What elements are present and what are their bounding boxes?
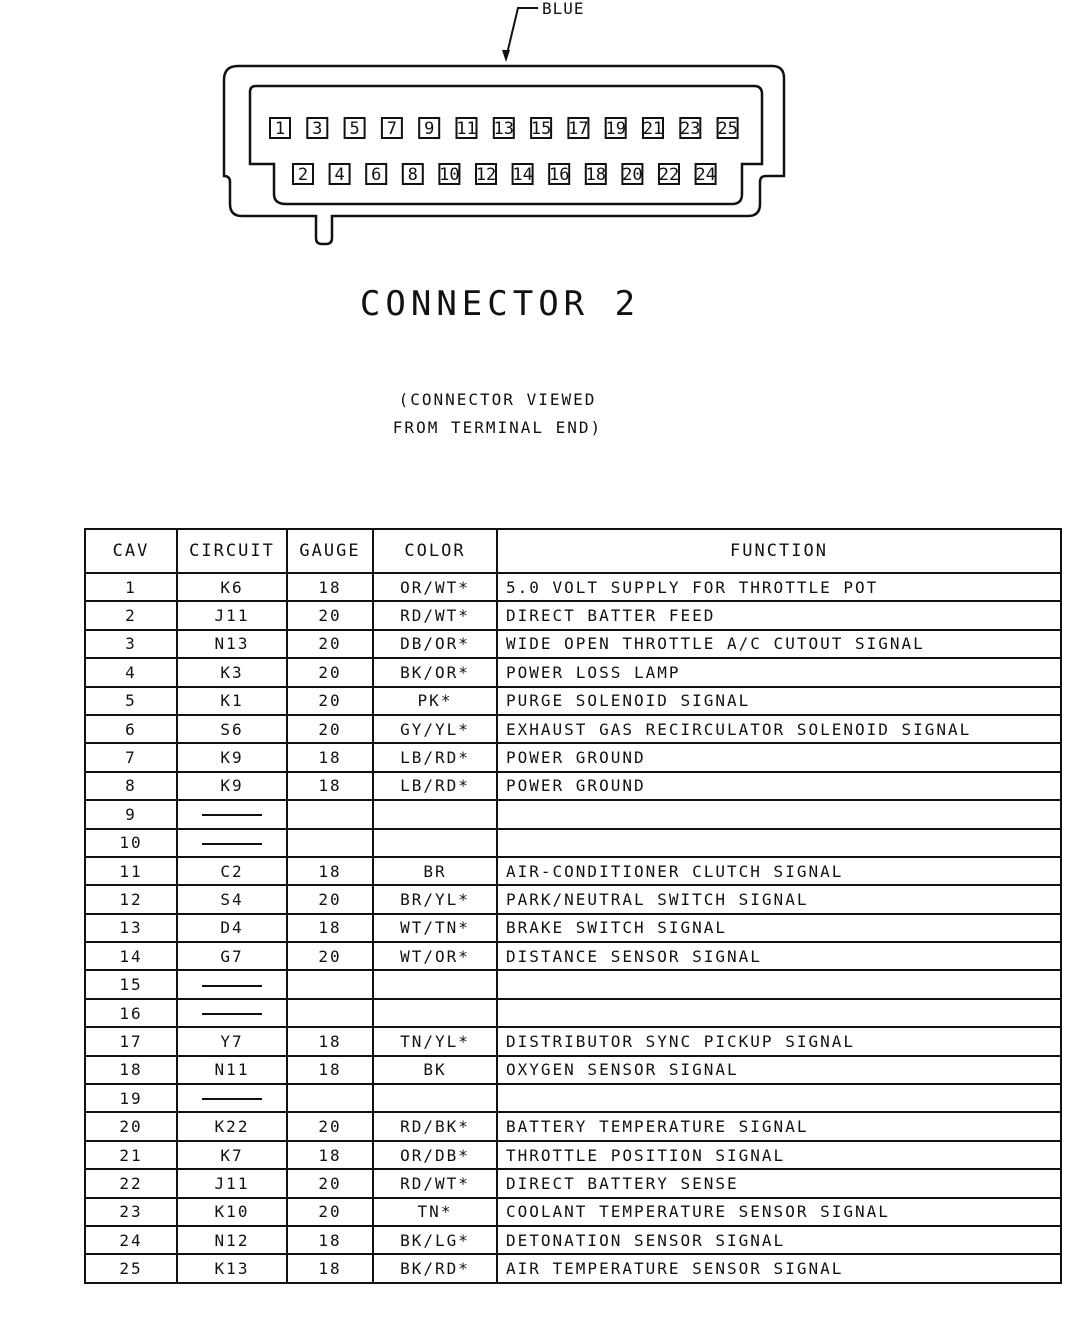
table-row xyxy=(85,630,1061,658)
cell-circuit: C2 xyxy=(177,857,287,885)
cell-cav: 7 xyxy=(85,743,177,771)
cell-cav: 21 xyxy=(85,1141,177,1169)
table-row xyxy=(85,1084,1061,1112)
cell-color: WT/OR* xyxy=(373,942,497,970)
blue-pointer xyxy=(502,0,585,62)
cell-color: DB/OR* xyxy=(373,630,497,658)
pin-number: 23 xyxy=(680,119,701,139)
pin-number: 2 xyxy=(297,165,309,185)
cell-circuit: G7 xyxy=(177,942,287,970)
cell-function: DISTRIBUTOR SYNC PICKUP SIGNAL xyxy=(497,1027,1061,1055)
cell-cav: 16 xyxy=(85,999,177,1027)
cell-function: WIDE OPEN THROTTLE A/C CUTOUT SIGNAL xyxy=(497,630,1061,658)
cell-gauge xyxy=(287,1084,373,1112)
table-header-row xyxy=(85,529,1061,573)
cell-color: LB/RD* xyxy=(373,772,497,800)
cell-cav: 20 xyxy=(85,1112,177,1140)
cell-function: EXHAUST GAS RECIRCULATOR SOLENOID SIGNAL xyxy=(497,715,1061,743)
cell-color: OR/DB* xyxy=(373,1141,497,1169)
cell-function: POWER GROUND xyxy=(497,772,1061,800)
pin-cavity-4 xyxy=(330,164,350,185)
cell-circuit: K6 xyxy=(177,573,287,601)
table-row xyxy=(85,1254,1061,1282)
cell-function: COOLANT TEMPERATURE SENSOR SIGNAL xyxy=(497,1198,1061,1226)
cell-function: DETONATION SENSOR SIGNAL xyxy=(497,1226,1061,1254)
cell-circuit: N13 xyxy=(177,630,287,658)
pin-cavity-13 xyxy=(494,118,514,139)
cell-cav: 23 xyxy=(85,1198,177,1226)
empty-dash xyxy=(202,1013,262,1015)
pin-cavity-19 xyxy=(605,118,625,139)
cell-gauge: 20 xyxy=(287,715,373,743)
table-row xyxy=(85,772,1061,800)
cell-gauge: 18 xyxy=(287,914,373,942)
pin-cavity-21 xyxy=(643,118,663,139)
pin-number: 22 xyxy=(658,165,680,185)
cell-color: OR/WT* xyxy=(373,573,497,601)
cell-gauge: 20 xyxy=(287,687,373,715)
cell-circuit xyxy=(177,1084,287,1112)
cell-cav: 13 xyxy=(85,914,177,942)
cell-color: BK xyxy=(373,1056,497,1084)
table-row xyxy=(85,1198,1061,1226)
header-gauge: GAUGE xyxy=(287,529,373,573)
cell-cav: 15 xyxy=(85,970,177,998)
connector-housing xyxy=(224,66,784,244)
cell-function: POWER GROUND xyxy=(497,743,1061,771)
table-row xyxy=(85,715,1061,743)
cell-circuit: K13 xyxy=(177,1254,287,1282)
cell-circuit: N12 xyxy=(177,1226,287,1254)
cell-gauge xyxy=(287,970,373,998)
cell-gauge: 20 xyxy=(287,942,373,970)
cell-circuit xyxy=(177,970,287,998)
table-row xyxy=(85,970,1061,998)
pin-number: 25 xyxy=(717,119,738,139)
cell-gauge: 18 xyxy=(287,1226,373,1254)
cell-color: BR/YL* xyxy=(373,885,497,913)
pin-cavity-23 xyxy=(680,118,700,139)
cell-cav: 4 xyxy=(85,658,177,686)
pin-cavity-6 xyxy=(366,164,386,185)
cell-gauge: 18 xyxy=(287,1027,373,1055)
cell-circuit: S4 xyxy=(177,885,287,913)
cell-cav: 14 xyxy=(85,942,177,970)
cell-circuit: K22 xyxy=(177,1112,287,1140)
table-row xyxy=(85,687,1061,715)
cell-circuit xyxy=(177,999,287,1027)
pin-cavity-17 xyxy=(568,118,588,139)
cell-gauge: 18 xyxy=(287,1254,373,1282)
cell-circuit xyxy=(177,829,287,857)
cell-function: OXYGEN SENSOR SIGNAL xyxy=(497,1056,1061,1084)
cell-color: TN/YL* xyxy=(373,1027,497,1055)
subtitle-line: FROM TERMINAL END) xyxy=(392,418,603,437)
pin-number: 3 xyxy=(312,119,323,139)
cell-circuit: Y7 xyxy=(177,1027,287,1055)
cell-circuit: J11 xyxy=(177,601,287,629)
pin-cavity-3 xyxy=(307,118,327,139)
cell-color: TN* xyxy=(373,1198,497,1226)
cell-function: DIRECT BATTER FEED xyxy=(497,601,1061,629)
pin-cavity-14 xyxy=(512,164,532,185)
cell-function: POWER LOSS LAMP xyxy=(497,658,1061,686)
cell-cav: 2 xyxy=(85,601,177,629)
table-row xyxy=(85,829,1061,857)
pin-number: 7 xyxy=(386,119,398,139)
header-color: COLOR xyxy=(373,529,497,573)
cell-color xyxy=(373,970,497,998)
cell-color xyxy=(373,1084,497,1112)
pin-cavity-22 xyxy=(659,164,679,185)
pin-cavity-9 xyxy=(419,118,439,139)
table-row xyxy=(85,999,1061,1027)
cell-circuit: K1 xyxy=(177,687,287,715)
connector-cavity xyxy=(250,86,762,204)
cell-gauge: 18 xyxy=(287,743,373,771)
cell-function: AIR TEMPERATURE SENSOR SIGNAL xyxy=(497,1254,1061,1282)
cell-function: PURGE SOLENOID SIGNAL xyxy=(497,687,1061,715)
cell-color: PK* xyxy=(373,687,497,715)
header-function: FUNCTION xyxy=(497,529,1061,573)
cell-cav: 19 xyxy=(85,1084,177,1112)
pin-number: 5 xyxy=(349,119,360,139)
cell-function xyxy=(497,999,1061,1027)
cell-gauge: 20 xyxy=(287,1112,373,1140)
cell-circuit: N11 xyxy=(177,1056,287,1084)
cell-gauge: 20 xyxy=(287,630,373,658)
cell-cav: 10 xyxy=(85,829,177,857)
cell-circuit xyxy=(177,800,287,828)
cell-function xyxy=(497,829,1061,857)
cell-circuit: K3 xyxy=(177,658,287,686)
cell-function xyxy=(497,800,1061,828)
cell-cav: 18 xyxy=(85,1056,177,1084)
cell-gauge: 20 xyxy=(287,658,373,686)
pin-cavity-18 xyxy=(586,164,606,185)
cell-gauge: 18 xyxy=(287,857,373,885)
pin-number: 12 xyxy=(475,165,497,185)
cell-function: AIR-CONDITIONER CLUTCH SIGNAL xyxy=(497,857,1061,885)
cell-color: LB/RD* xyxy=(373,743,497,771)
cell-gauge: 18 xyxy=(287,772,373,800)
cell-gauge: 20 xyxy=(287,1198,373,1226)
cell-cav: 8 xyxy=(85,772,177,800)
cell-circuit: K7 xyxy=(177,1141,287,1169)
pin-number: 17 xyxy=(568,119,589,139)
connector-diagram xyxy=(0,0,1088,260)
table-row xyxy=(85,1141,1061,1169)
cell-cav: 12 xyxy=(85,885,177,913)
pin-number: 14 xyxy=(512,165,533,185)
cell-color: RD/BK* xyxy=(373,1112,497,1140)
pin-cavity-12 xyxy=(476,164,496,185)
pin-number: 10 xyxy=(439,165,460,185)
cell-cav: 3 xyxy=(85,630,177,658)
cell-gauge xyxy=(287,829,373,857)
cell-color xyxy=(373,829,497,857)
pin-number: 19 xyxy=(605,119,626,139)
pin-number: 11 xyxy=(456,119,477,139)
cell-function: BATTERY TEMPERATURE SIGNAL xyxy=(497,1112,1061,1140)
pin-number: 9 xyxy=(424,119,435,139)
pin-cavity-15 xyxy=(531,118,551,139)
cell-circuit: S6 xyxy=(177,715,287,743)
cell-function: DIRECT BATTERY SENSE xyxy=(497,1169,1061,1197)
cell-color: BK/LG* xyxy=(373,1226,497,1254)
cell-color: RD/WT* xyxy=(373,1169,497,1197)
cell-color xyxy=(373,800,497,828)
cell-gauge: 20 xyxy=(287,601,373,629)
pin-number: 21 xyxy=(642,119,664,139)
table-row xyxy=(85,658,1061,686)
cell-circuit: K9 xyxy=(177,772,287,800)
table-row xyxy=(85,1027,1061,1055)
top-row-pins xyxy=(270,118,738,139)
cell-gauge xyxy=(287,800,373,828)
table-row xyxy=(85,1169,1061,1197)
cell-cav: 6 xyxy=(85,715,177,743)
cell-function xyxy=(497,970,1061,998)
cell-color xyxy=(373,999,497,1027)
cell-cav: 1 xyxy=(85,573,177,601)
pinout-table xyxy=(84,528,1062,1284)
cell-gauge: 18 xyxy=(287,1056,373,1084)
pin-cavity-7 xyxy=(382,118,402,139)
pin-number: 20 xyxy=(622,165,643,185)
pin-cavity-25 xyxy=(717,118,737,139)
cell-function: 5.0 VOLT SUPPLY FOR THROTTLE POT xyxy=(497,573,1061,601)
pinout-table-wrap xyxy=(84,528,1062,1284)
empty-dash xyxy=(202,843,262,845)
pin-number: 4 xyxy=(334,165,345,185)
table-row xyxy=(85,1056,1061,1084)
empty-dash xyxy=(202,814,262,816)
cell-function xyxy=(497,1084,1061,1112)
header-cav: CAV xyxy=(85,529,177,573)
cell-color: BR xyxy=(373,857,497,885)
connector-title: CONNECTOR 2 xyxy=(359,284,641,324)
table-row xyxy=(85,914,1061,942)
pin-cavity-5 xyxy=(345,118,365,139)
cell-cav: 9 xyxy=(85,800,177,828)
pin-cavity-2 xyxy=(293,164,313,185)
pin-number: 16 xyxy=(548,165,570,185)
cell-gauge: 20 xyxy=(287,885,373,913)
cell-function: DISTANCE SENSOR SIGNAL xyxy=(497,942,1061,970)
cell-gauge xyxy=(287,999,373,1027)
cell-gauge: 18 xyxy=(287,1141,373,1169)
pin-number: 15 xyxy=(530,119,552,139)
pin-number: 13 xyxy=(493,119,515,139)
cell-cav: 5 xyxy=(85,687,177,715)
cell-cav: 11 xyxy=(85,857,177,885)
cell-gauge: 18 xyxy=(287,573,373,601)
cell-circuit: K10 xyxy=(177,1198,287,1226)
pin-cavity-1 xyxy=(270,118,290,139)
table-body xyxy=(85,573,1061,1283)
pin-number: 1 xyxy=(274,119,286,139)
table-row xyxy=(85,601,1061,629)
pin-cavity-10 xyxy=(439,164,459,185)
pin-cavity-8 xyxy=(403,164,423,185)
pin-cavity-16 xyxy=(549,164,569,185)
table-row xyxy=(85,743,1061,771)
table-row xyxy=(85,1226,1061,1254)
table-row xyxy=(85,942,1061,970)
cell-function: BRAKE SWITCH SIGNAL xyxy=(497,914,1061,942)
pin-number: 24 xyxy=(695,165,716,185)
pin-number: 8 xyxy=(407,165,418,185)
subtitle-line: (CONNECTOR VIEWED xyxy=(398,390,597,409)
bottom-row-pins xyxy=(293,164,716,185)
pin-number: 6 xyxy=(371,165,382,185)
pin-number: 18 xyxy=(585,165,607,185)
connector-subtitle xyxy=(0,386,995,442)
cell-circuit: K9 xyxy=(177,743,287,771)
blue-label: BLUE xyxy=(542,0,585,18)
cell-cav: 25 xyxy=(85,1254,177,1282)
cell-circuit: J11 xyxy=(177,1169,287,1197)
table-row xyxy=(85,885,1061,913)
cell-color: WT/TN* xyxy=(373,914,497,942)
header-circuit: CIRCUIT xyxy=(177,529,287,573)
pin-cavity-24 xyxy=(695,164,715,185)
cell-gauge: 20 xyxy=(287,1169,373,1197)
cell-function: PARK/NEUTRAL SWITCH SIGNAL xyxy=(497,885,1061,913)
cell-color: RD/WT* xyxy=(373,601,497,629)
cell-cav: 17 xyxy=(85,1027,177,1055)
empty-dash xyxy=(202,1098,262,1100)
cell-circuit: D4 xyxy=(177,914,287,942)
empty-dash xyxy=(202,985,262,987)
cell-color: BK/OR* xyxy=(373,658,497,686)
table-row xyxy=(85,800,1061,828)
table-row xyxy=(85,573,1061,601)
cell-cav: 24 xyxy=(85,1226,177,1254)
pin-cavity-20 xyxy=(622,164,642,185)
cell-cav: 22 xyxy=(85,1169,177,1197)
cell-function: THROTTLE POSITION SIGNAL xyxy=(497,1141,1061,1169)
table-row xyxy=(85,1112,1061,1140)
cell-color: GY/YL* xyxy=(373,715,497,743)
cell-color: BK/RD* xyxy=(373,1254,497,1282)
table-row xyxy=(85,857,1061,885)
pin-cavity-11 xyxy=(456,118,476,139)
